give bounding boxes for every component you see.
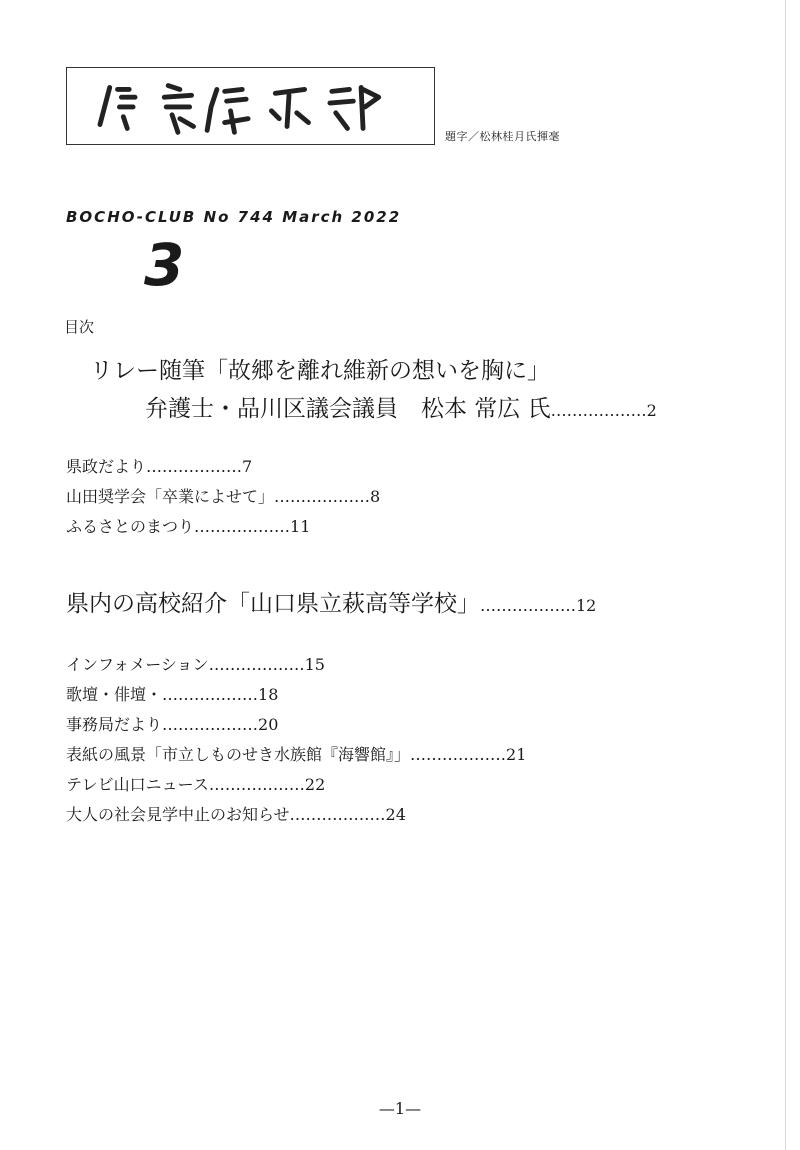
masthead-calligraphy	[66, 67, 435, 145]
page-number: 21	[506, 745, 527, 764]
toc-item	[66, 452, 380, 482]
toc-item	[66, 770, 526, 800]
toc-item-label: テレビ山口ニュース	[66, 775, 209, 794]
toc-item-label: 表紙の風景「市立しものせき水族館『海響館』」	[66, 745, 411, 764]
toc-item	[66, 650, 526, 680]
feature-author-line	[90, 390, 657, 430]
leader-dots: ………………	[146, 457, 243, 476]
toc-item-label: 大人の社会見学中止のお知らせ	[66, 805, 290, 824]
toc-feature	[90, 352, 657, 430]
page-number: 7	[242, 457, 253, 476]
page-number: 11	[290, 517, 311, 536]
toc-item-label: ふるさとのまつり	[66, 517, 195, 536]
month-number: 3	[144, 231, 185, 299]
feature-title: リレー随筆「故郷を離れ維新の想いを胸に」	[90, 358, 550, 384]
toc-heading: 目次	[64, 318, 95, 336]
leader-dots: ………………	[480, 596, 576, 615]
toc-item-label: 山田奨学会「卒業によせて」	[66, 487, 275, 506]
leader-dots: ………………	[208, 655, 305, 674]
toc-item	[66, 680, 526, 710]
page-number: 24	[385, 805, 406, 824]
page-number: 8	[370, 487, 381, 506]
page-number: 2	[646, 401, 657, 420]
page-number: 18	[258, 685, 279, 704]
page-folio: —1—	[378, 1099, 422, 1118]
leader-dots: ………………	[289, 805, 386, 824]
feature-author: 弁護士・品川区議会議員 松本 常広 氏	[145, 396, 551, 422]
page-number: 12	[576, 596, 597, 615]
highlight-title: 県内の高校紹介「山口県立萩高等学校」	[66, 591, 480, 617]
toc-item-label: 歌壇・俳壇・	[66, 685, 163, 704]
toc-item	[66, 482, 380, 512]
calligraphy-credit: 題字／松林桂月氏揮毫	[445, 130, 560, 143]
toc-item-label: 県政だより	[66, 457, 147, 476]
page-number: 22	[304, 775, 326, 794]
toc-item-label: インフォメーション	[66, 655, 209, 674]
toc-group-b	[66, 650, 526, 830]
leader-dots: ………………	[194, 517, 291, 536]
toc-item	[66, 800, 526, 830]
toc-group-a	[66, 452, 380, 542]
toc-item	[66, 710, 526, 740]
toc-item	[66, 512, 380, 542]
leader-dots: ………………	[274, 487, 371, 506]
page-edge	[785, 0, 786, 1150]
calligraphy-title-logo	[67, 68, 434, 144]
toc-item-label: 事務局だより	[66, 715, 163, 734]
leader-dots: ………………	[208, 775, 305, 794]
leader-dots: ………………	[162, 685, 259, 704]
page-number: 15	[304, 655, 325, 674]
leader-dots: ………………	[550, 401, 647, 420]
leader-dots: ………………	[162, 715, 259, 734]
issue-line: BOCHO-CLUB No 744 March 2022	[66, 208, 402, 226]
toc-item	[66, 740, 526, 770]
page-number: 20	[258, 715, 279, 734]
leader-dots: ………………	[410, 745, 507, 764]
toc-highlight	[66, 585, 596, 618]
